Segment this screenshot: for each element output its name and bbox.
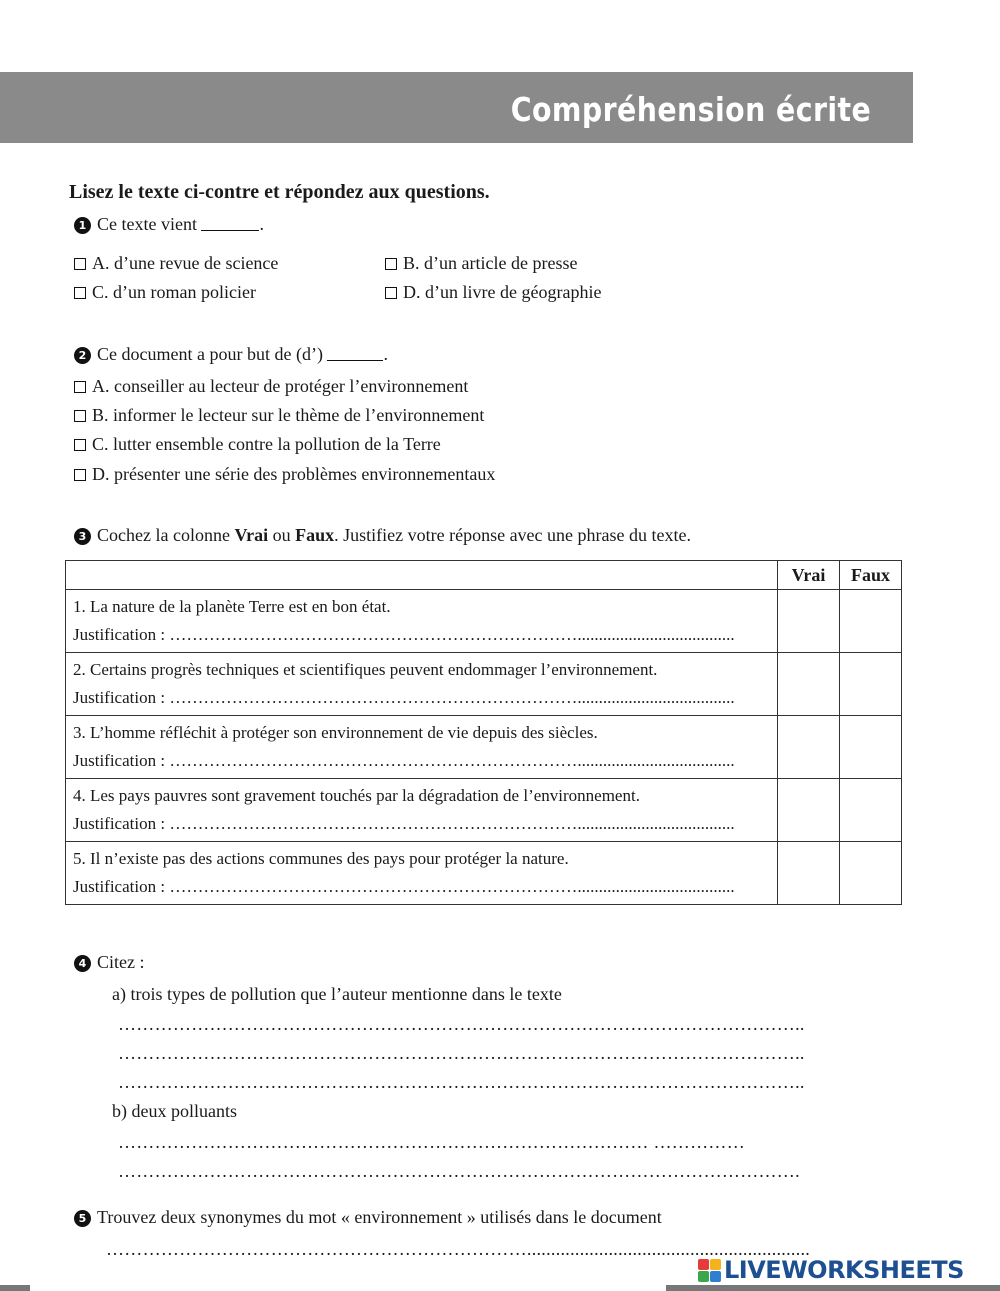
justification-label: Justification : [73,877,170,896]
justification-dots: ………………………………………………………………..................................... [169,814,735,833]
checkbox[interactable] [385,258,397,270]
vrai-cell[interactable] [778,590,840,653]
statement-cell [66,842,778,905]
punctuation: . [383,344,388,364]
question-3 [74,524,691,546]
faux-cell[interactable] [840,653,902,716]
emphasis-faux: Faux [295,525,335,545]
column-faux: Faux [840,561,902,590]
option-label: D. présenter une série des problèmes environnementaux [92,464,496,484]
justification-dots: ………………………………………………………………..................................... [169,688,735,707]
vrai-cell[interactable] [778,653,840,716]
justification-line[interactable] [73,621,770,649]
question-prompt: Ce document a pour but de (d’) [97,344,323,364]
option-1b[interactable] [385,252,577,274]
table-row [66,590,902,653]
question-4a: a) trois types de pollution que l’auteur mentionne dans le texte [112,984,562,1004]
question-1 [74,213,264,235]
faux-cell[interactable] [840,779,902,842]
statement-cell [66,716,778,779]
option-label: A. d’une revue de science [92,253,279,273]
question-number: 2 [74,347,91,364]
option-label: B. d’un article de presse [403,253,578,273]
vrai-cell[interactable] [778,716,840,779]
footer-bar-left [0,1285,30,1291]
vrai-cell[interactable] [778,779,840,842]
vrai-cell[interactable] [778,842,840,905]
checkbox[interactable] [74,381,86,393]
justification-dots: ………………………………………………………………..................................... [169,625,735,644]
justification-label: Justification : [73,625,170,644]
question-prompt: Trouvez deux synonymes du mot « environnement » utilisés dans le document [97,1207,662,1227]
justification-line[interactable] [73,747,770,775]
statement-cell [66,590,778,653]
question-number: 1 [74,217,91,234]
checkbox[interactable] [74,258,86,270]
table-row [66,716,902,779]
punctuation: . [259,214,264,234]
answer-line[interactable]: …………………………………………………………………………… …………… [118,1132,745,1152]
answer-line[interactable]: ………………………………………………………………………………………………….. [118,1072,805,1092]
table-row [66,842,902,905]
question-number: 3 [74,528,91,545]
header-empty [66,561,778,590]
option-1a[interactable] [74,252,278,274]
justification-label: Justification : [73,688,170,707]
justification-dots: ………………………………………………………………..................................... [169,751,735,770]
checkbox[interactable] [74,287,86,299]
justification-label: Justification : [73,751,170,770]
statement-cell [66,779,778,842]
option-label: D. d’un livre de géographie [403,282,602,302]
question-prompt-end: . Justifiez votre réponse avec une phrase du texte. [334,525,691,545]
footer-bar-right [666,1285,1000,1291]
option-1d[interactable] [385,281,601,303]
justification-label: Justification : [73,814,170,833]
question-prompt: Ce texte vient [97,214,197,234]
option-2a[interactable] [74,375,468,397]
question-number: 5 [74,1210,91,1227]
answer-line[interactable]: ………………………………………………………………………………………………….. [118,1014,805,1034]
question-prompt-mid: ou [268,525,296,545]
statement-text: 4. Les pays pauvres sont gravement touchés par la dégradation de l’environnement. [73,786,640,805]
option-label: A. conseiller au lecteur de protéger l’environnement [92,376,469,396]
statement-text: 2. Certains progrès techniques et scientifiques peuvent endommager l’environnement. [73,660,658,679]
question-4b: b) deux polluants [112,1101,237,1121]
question-number: 4 [74,955,91,972]
faux-cell[interactable] [840,716,902,779]
option-label: C. lutter ensemble contre la pollution de la Terre [92,434,441,454]
question-prompt: Citez : [97,952,145,972]
answer-blank[interactable] [327,347,383,361]
justification-dots: ………………………………………………………………..................................... [169,877,735,896]
justification-line[interactable] [73,873,770,901]
logo-text: LIVEWORKSHEETS [724,1256,964,1284]
justification-line[interactable] [73,684,770,712]
checkbox[interactable] [74,410,86,422]
checkbox[interactable] [385,287,397,299]
page-title: Compréhension écrite [510,90,871,129]
question-4 [74,951,145,973]
table-row [66,653,902,716]
question-prompt: Cochez la colonne [97,525,235,545]
answer-line[interactable]: ………………………………………………………………………………………………….. [118,1043,805,1063]
statement-text: 5. Il n’existe pas des actions communes des pays pour protéger la nature. [73,849,569,868]
option-label: B. informer le lecteur sur le thème de l’environnement [92,405,485,425]
instruction: Lisez le texte ci-contre et répondez aux questions. [69,181,490,203]
true-false-table [65,560,902,905]
justification-line[interactable] [73,810,770,838]
answer-line[interactable]: …………………………………………………………………………………………………. [118,1161,800,1181]
header-band [0,72,913,143]
checkbox[interactable] [74,439,86,451]
liveworksheets-logo [698,1256,964,1284]
statement-cell [66,653,778,716]
statement-text: 1. La nature de la planète Terre est en bon état. [73,597,391,616]
option-2d[interactable] [74,463,495,485]
table-row [66,779,902,842]
question-2 [74,343,388,365]
question-5 [74,1206,662,1228]
column-vrai: Vrai [778,561,840,590]
option-1c[interactable] [74,281,256,303]
answer-blank[interactable] [201,217,259,231]
checkbox[interactable] [74,469,86,481]
emphasis-vrai: Vrai [234,525,269,545]
faux-cell[interactable] [840,590,902,653]
statement-text: 3. L’homme réfléchit à protéger son environnement de vie depuis des siècles. [73,723,598,742]
answer-line[interactable]: ……………………………………………………………........................................................... [106,1239,811,1259]
option-2c[interactable] [74,433,441,455]
liveworksheets-logo-icon [698,1259,721,1282]
faux-cell[interactable] [840,842,902,905]
option-2b[interactable] [74,404,484,426]
option-label: C. d’un roman policier [92,282,256,302]
table-header-row [66,561,902,590]
